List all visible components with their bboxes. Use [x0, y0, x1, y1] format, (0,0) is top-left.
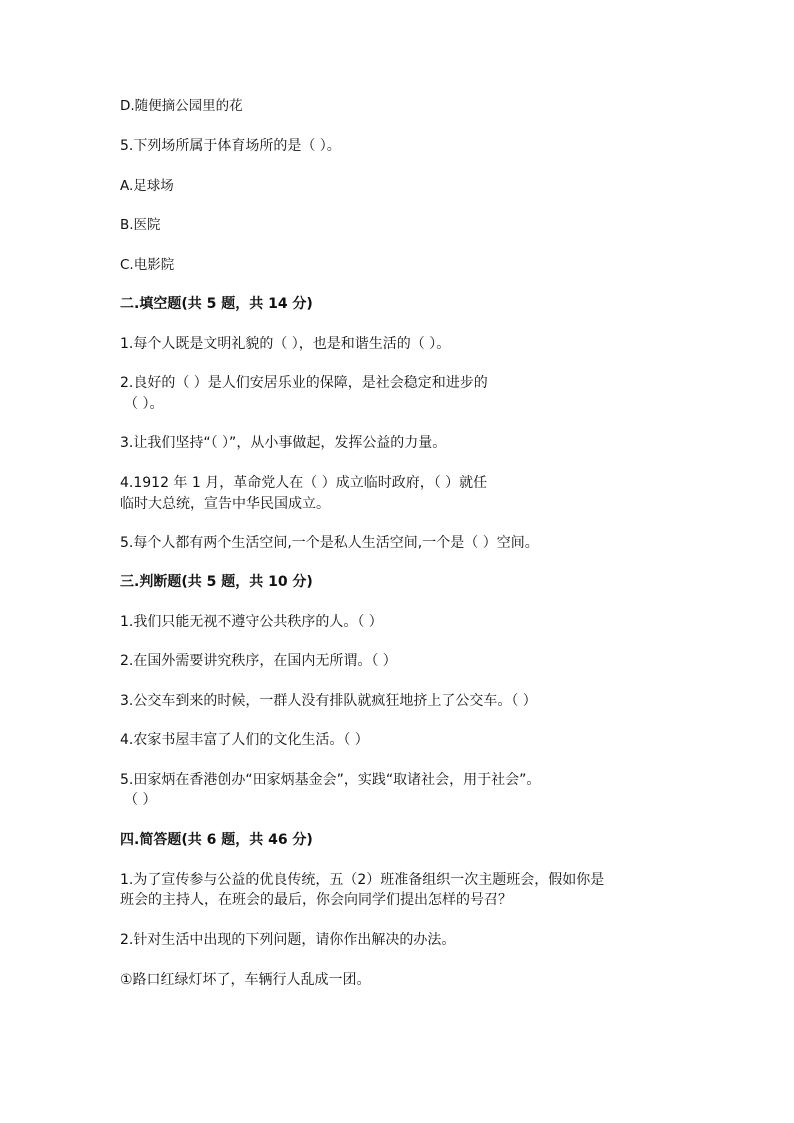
- judge-question-3: 3.公交车到来的时候，一群人没有排队就疯狂地挤上了公交车。（ ）: [120, 693, 537, 709]
- section-heading-true-false: 三.判断题(共 5 题，共 10 分): [120, 574, 313, 590]
- fill-question-4-line-1: 4.1912 年 1 月，革命党人在（ ）成立临时政府，（ ）就任: [120, 475, 488, 491]
- judge-question-5-line-1: 5.田家炳在香港创办“田家炳基金会”，实践“取诸社会，用于社会”。: [120, 772, 541, 788]
- fill-question-2-line-2: （ ）。: [124, 396, 164, 412]
- option-d-pick-flowers: D.随便摘公园里的花: [120, 98, 243, 114]
- fill-question-5: 5.每个人都有两个生活空间,一个是私人生活空间,一个是（ ）空间。: [120, 535, 539, 551]
- judge-question-1: 1.我们只能无视不遵守公共秩序的人。（ ）: [120, 614, 383, 630]
- option-b-hospital: B.医院: [120, 217, 161, 233]
- question-5-sports-venue: 5.下列场所属于体育场所的是（ ）。: [120, 138, 341, 154]
- short-question-2-item-1: ①路口红绿灯坏了，车辆行人乱成一团。: [120, 972, 371, 988]
- section-heading-fill-in: 二.填空题(共 5 题，共 14 分): [120, 296, 313, 312]
- short-question-1-line-1: 1.为了宣传参与公益的优良传统，五（2）班准备组织一次主题班会，假如你是: [120, 872, 605, 888]
- fill-question-4-line-2: 临时大总统，宣告中华民国成立。: [120, 496, 330, 512]
- fill-question-2-line-1: 2.良好的（ ）是人们安居乐业的保障，是社会稳定和进步的: [120, 375, 488, 391]
- fill-question-1: 1.每个人既是文明礼貌的（ ），也是和谐生活的（ ）。: [120, 336, 451, 352]
- judge-question-4: 4.农家书屋丰富了人们的文化生活。（ ）: [120, 732, 369, 748]
- judge-question-5-line-2: （ ）: [124, 792, 157, 808]
- short-question-1-line-2: 班会的主持人，在班会的最后，你会向同学们提出怎样的号召？: [120, 892, 512, 908]
- option-c-cinema: C.电影院: [120, 257, 175, 273]
- section-heading-short-answer: 四.简答题(共 6 题，共 46 分): [120, 832, 313, 848]
- option-a-football-field: A.足球场: [120, 178, 174, 194]
- fill-question-3: 3.让我们坚持“（ ）”，从小事做起，发挥公益的力量。: [120, 435, 447, 451]
- short-question-2: 2.针对生活中出现的下列问题，请你作出解决的办法。: [120, 932, 456, 948]
- judge-question-2: 2.在国外需要讲究秩序，在国内无所谓。（ ）: [120, 653, 397, 669]
